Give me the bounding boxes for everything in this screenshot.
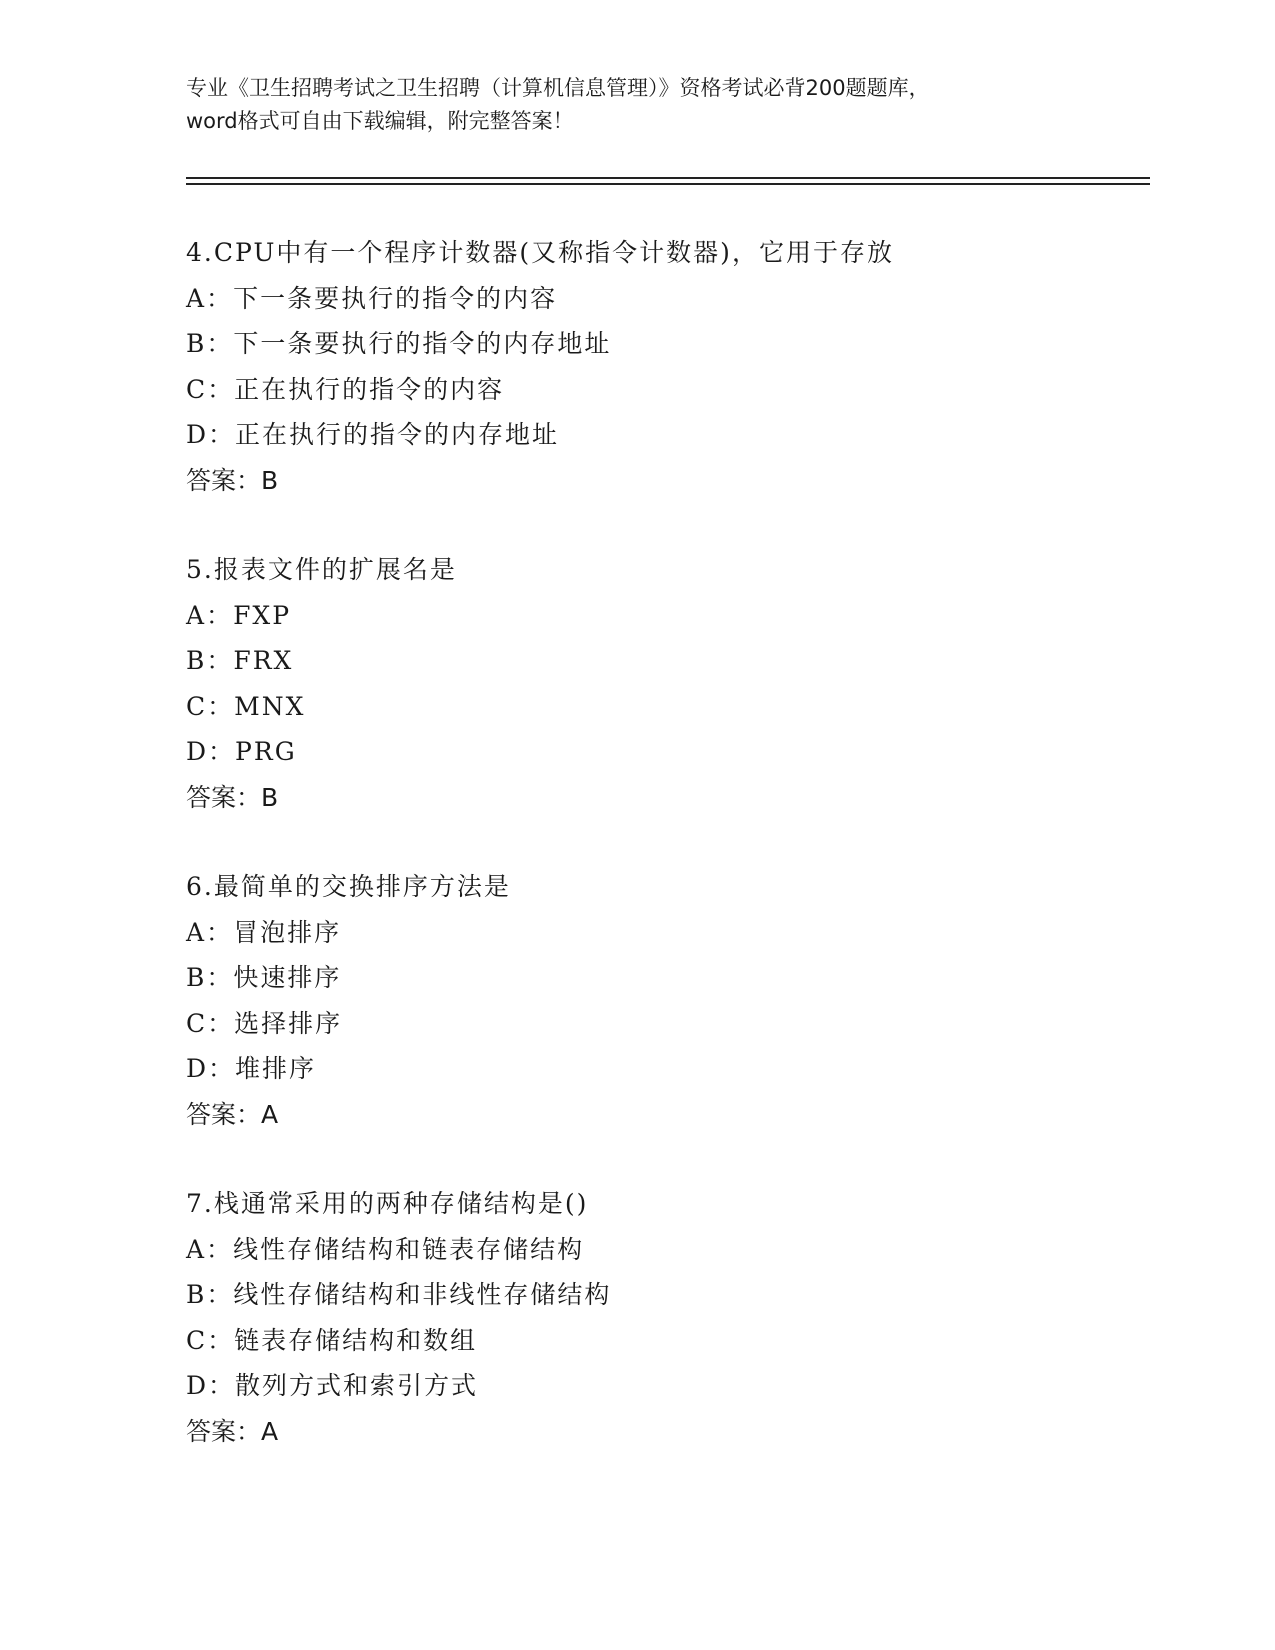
answer-line: 答案：B — [186, 782, 279, 812]
question-block — [186, 1181, 1146, 1454]
answer-line: 答案：A — [186, 1099, 279, 1129]
answer-line: 答案：B — [186, 465, 279, 495]
option-key: B： — [186, 1280, 234, 1309]
option-key: C： — [186, 374, 235, 404]
question-block — [186, 230, 1146, 503]
question-block — [186, 864, 1146, 1137]
option-c — [186, 684, 1146, 730]
option-d — [186, 1046, 1146, 1092]
option-b — [186, 955, 1146, 1001]
option-key: B： — [186, 329, 234, 358]
option-text: 快速排序 — [233, 963, 342, 992]
option-key: D： — [186, 420, 236, 449]
option-key: A： — [186, 283, 234, 313]
option-c — [186, 367, 1146, 413]
question-block — [186, 547, 1146, 820]
option-b — [186, 638, 1146, 684]
option-text: 线性存储结构和非线性存储结构 — [233, 1280, 612, 1309]
option-key: C： — [186, 1325, 235, 1355]
option-text: 正在执行的指令的内容 — [234, 374, 505, 404]
option-b — [186, 1272, 1146, 1318]
header-divider-bottom — [186, 183, 1150, 185]
option-a — [186, 593, 1146, 639]
option-text: 冒泡排序 — [233, 917, 342, 947]
option-key: C： — [186, 691, 235, 721]
option-key: C： — [186, 1008, 235, 1038]
option-key: A： — [186, 1234, 234, 1264]
option-key: D： — [186, 737, 236, 766]
option-key: B： — [186, 963, 234, 992]
option-key: A： — [186, 917, 234, 947]
answer-line: 答案：A — [186, 1416, 279, 1446]
option-a — [186, 276, 1146, 322]
option-d — [186, 1363, 1146, 1409]
option-d — [186, 729, 1146, 775]
document-header — [186, 72, 1086, 138]
option-text: 链表存储结构和数组 — [234, 1325, 478, 1355]
option-text: MNX — [234, 691, 306, 721]
option-text: 线性存储结构和链表存储结构 — [233, 1234, 585, 1264]
option-a — [186, 1227, 1146, 1273]
question-stem: 5.报表文件的扩展名是 — [186, 555, 457, 584]
option-text: 下一条要执行的指令的内存地址 — [233, 329, 612, 358]
option-a — [186, 910, 1146, 956]
option-b — [186, 321, 1146, 367]
option-text: 散列方式和索引方式 — [235, 1371, 479, 1400]
option-c — [186, 1318, 1146, 1364]
header-line-1: 专业《卫生招聘考试之卫生招聘（计算机信息管理）》资格考试必背200题题库， — [186, 76, 930, 100]
header-divider-top — [186, 177, 1150, 179]
header-line-2: word格式可自由下载编辑，附完整答案！ — [186, 109, 574, 133]
option-key: A： — [186, 600, 234, 630]
option-text: FRX — [233, 646, 294, 675]
option-text: PRG — [235, 737, 297, 766]
option-text: 正在执行的指令的内存地址 — [235, 420, 560, 449]
option-c — [186, 1001, 1146, 1047]
question-stem: 7.栈通常采用的两种存储结构是() — [186, 1189, 589, 1218]
option-key: B： — [186, 646, 234, 675]
option-text: 下一条要执行的指令的内容 — [233, 283, 558, 313]
option-key: D： — [186, 1371, 236, 1400]
option-text: FXP — [233, 600, 292, 630]
option-d — [186, 412, 1146, 458]
option-key: D： — [186, 1054, 236, 1083]
question-stem: 4.CPU中有一个程序计数器(又称指令计数器)，它用于存放 — [186, 238, 894, 267]
option-text: 堆排序 — [235, 1054, 317, 1083]
option-text: 选择排序 — [234, 1008, 343, 1038]
question-stem: 6.最简单的交换排序方法是 — [186, 872, 511, 901]
